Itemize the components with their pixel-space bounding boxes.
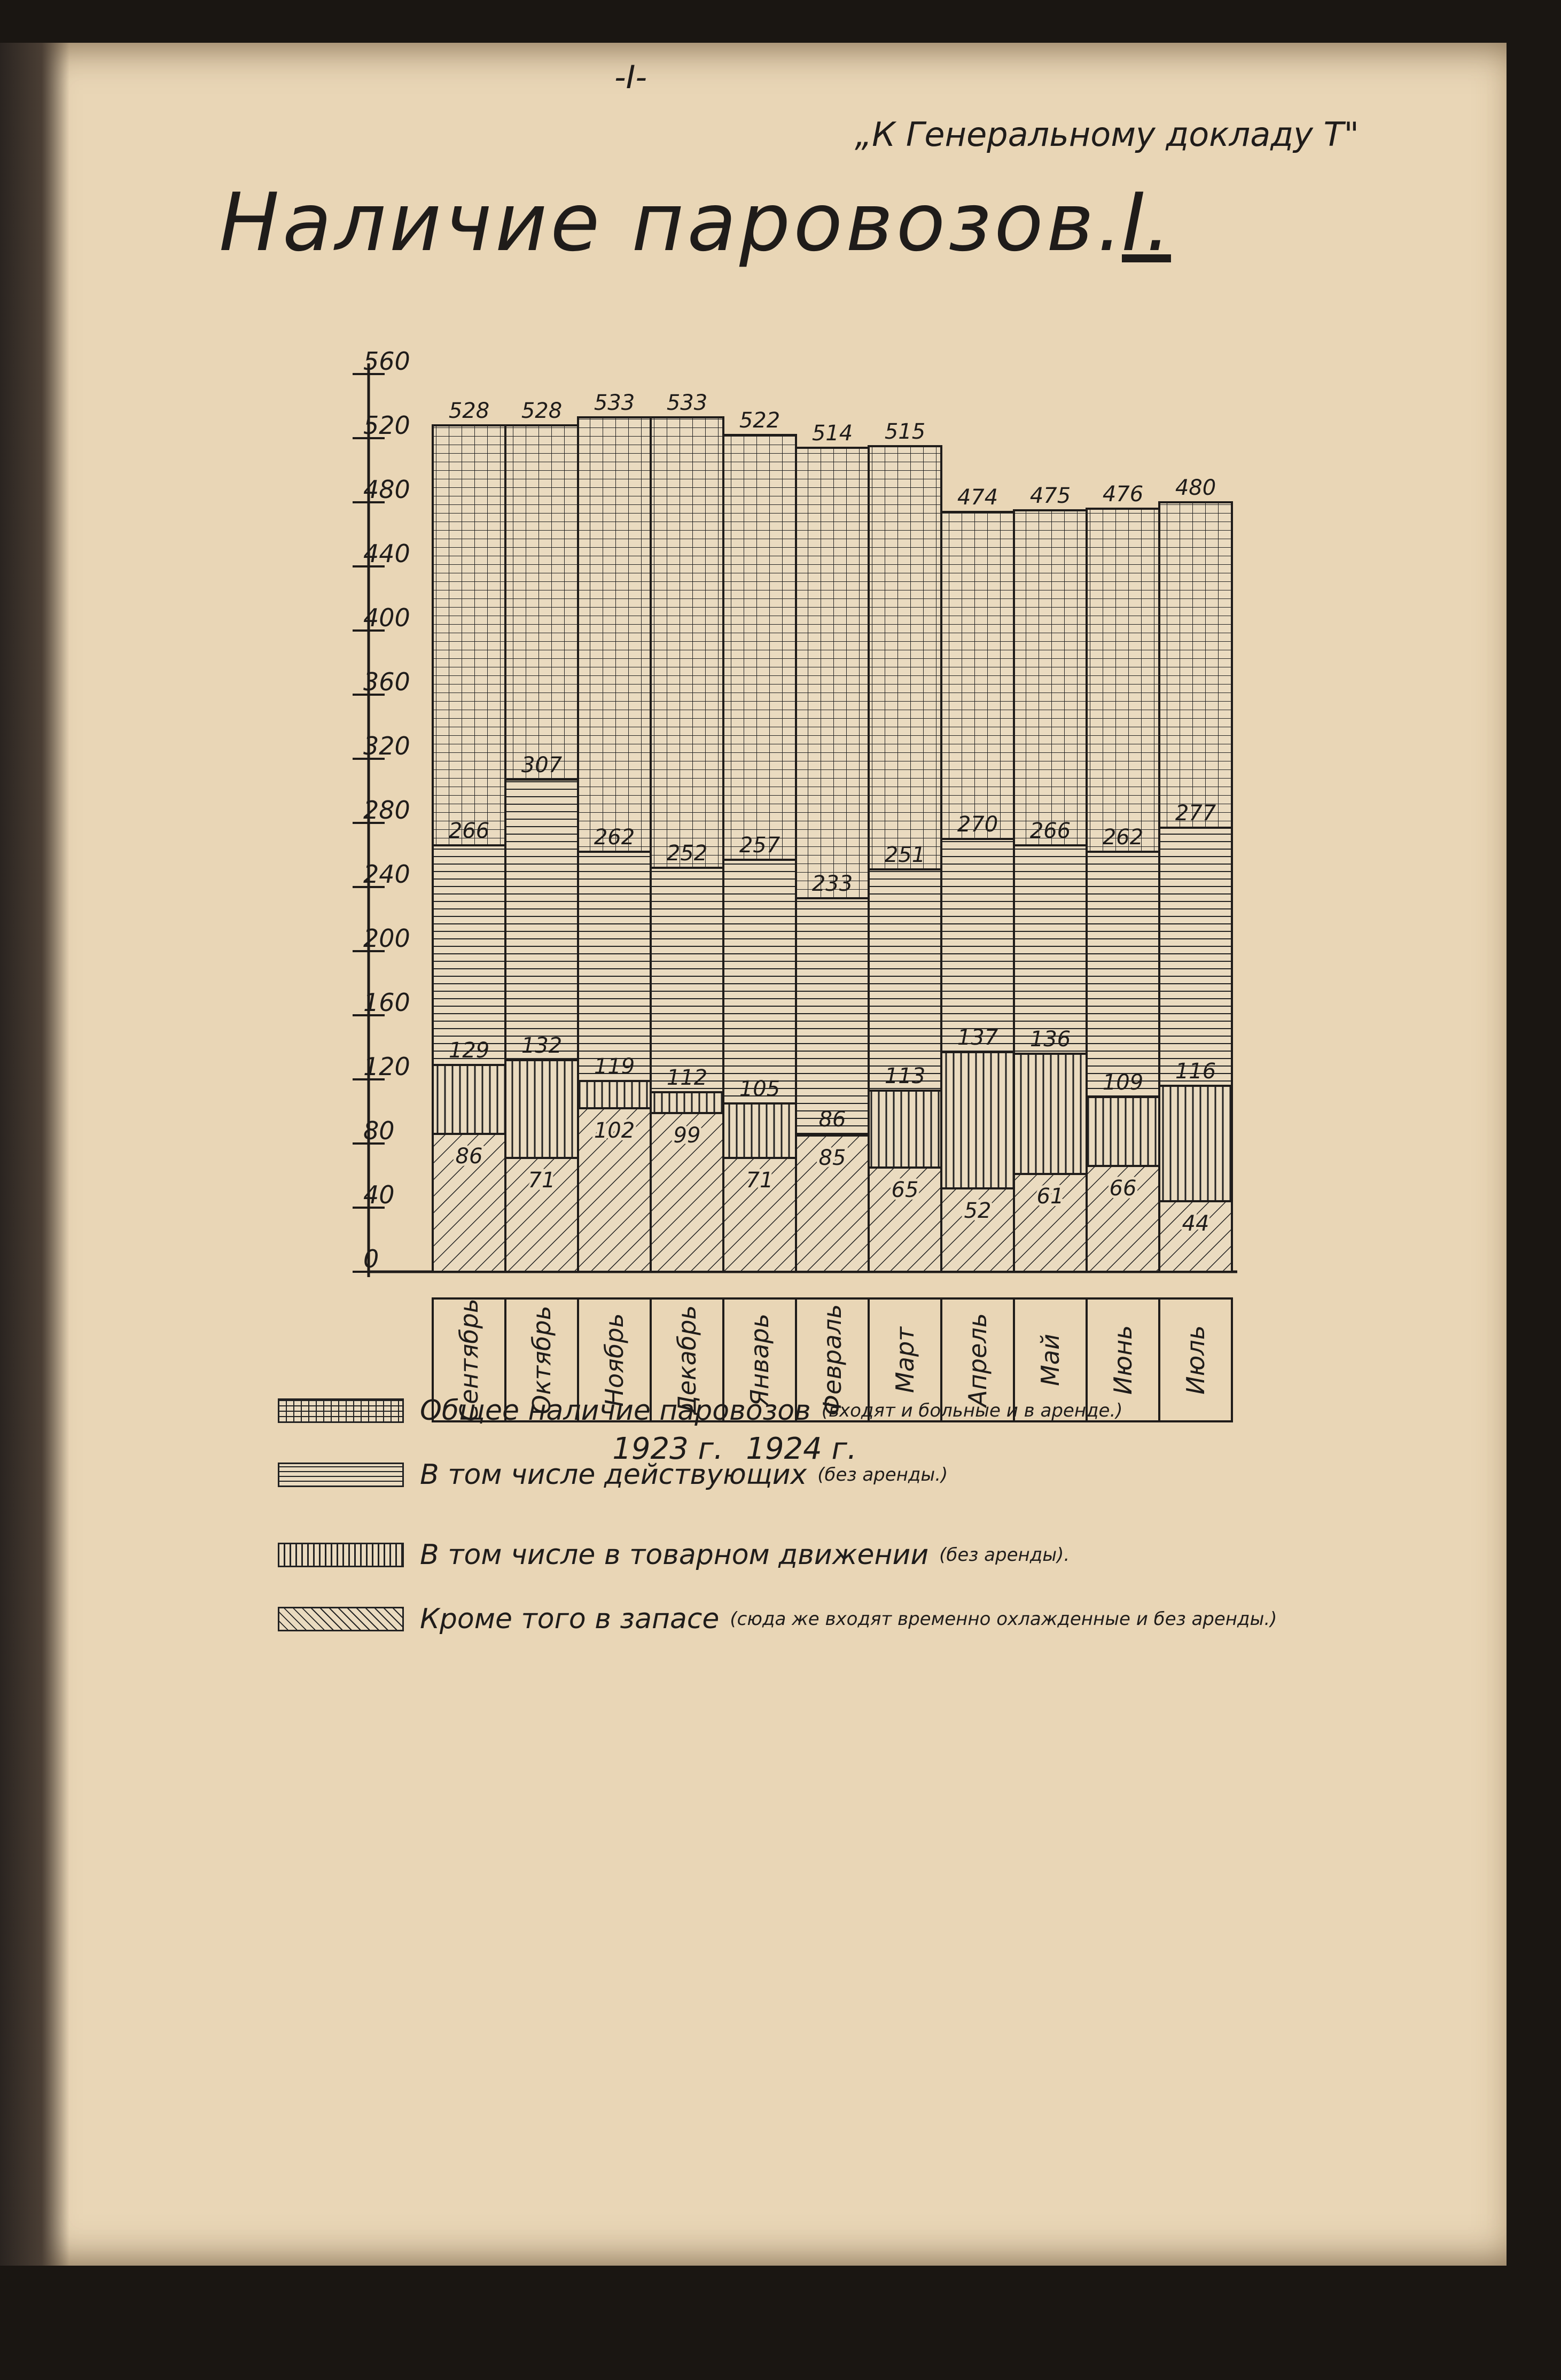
y-tick-label: 480: [363, 475, 410, 504]
label-freight: 105: [739, 1077, 780, 1101]
label-total: 514: [811, 421, 853, 446]
legend-item-freight: [278, 1539, 1070, 1571]
month-label: Сентябрь: [455, 1298, 483, 1421]
legend-item-total: [278, 1395, 1123, 1427]
label-freight: 116: [1175, 1059, 1216, 1084]
legend-item-active: [278, 1459, 948, 1491]
label-freight: 132: [521, 1033, 563, 1058]
month-label: Ноябрь: [600, 1313, 629, 1407]
label-freight: 119: [594, 1054, 635, 1079]
bar-freight-segment: [869, 1091, 941, 1168]
legend-swatch-diagonal: [278, 1607, 404, 1631]
y-tick-label: 560: [363, 347, 410, 376]
label-total: 515: [884, 419, 926, 444]
legend-item-reserve: [278, 1603, 1277, 1635]
page-number: -I-: [614, 59, 647, 96]
label-active: 277: [1175, 801, 1216, 826]
bar-total-segment: [941, 512, 1014, 839]
label-active: 307: [521, 753, 563, 777]
label-active: 266: [448, 819, 490, 843]
label-reserve: 71: [528, 1168, 556, 1193]
bar-total-segment: [433, 425, 505, 845]
label-reserve: 66: [1109, 1176, 1137, 1201]
bar-total-segment: [796, 448, 869, 898]
label-reserve: 102: [594, 1118, 635, 1143]
legend-label: Кроме того в запасе: [420, 1603, 720, 1635]
label-total: 480: [1175, 476, 1216, 500]
label-freight: 109: [1102, 1070, 1144, 1095]
bar-freight-segment: [578, 1081, 651, 1108]
label-freight: 136: [1029, 1027, 1071, 1052]
label-freight: 137: [957, 1025, 998, 1050]
bar-active-segment: [433, 845, 505, 1065]
y-tick-label: 520: [363, 411, 410, 440]
legend-note: (входят и больные и в аренде.): [821, 1400, 1123, 1421]
y-tick-label: 40: [363, 1180, 395, 1209]
bar-freight-segment: [433, 1065, 505, 1134]
label-active: 270: [957, 812, 998, 837]
label-reserve: 52: [964, 1199, 992, 1223]
bar-freight-segment: [505, 1060, 578, 1158]
bar-active-segment: [723, 860, 796, 1103]
month-label: Октябрь: [527, 1305, 556, 1414]
bar-active-segment: [1014, 845, 1087, 1054]
label-reserve: 99: [673, 1123, 701, 1148]
label-total: 522: [739, 408, 780, 433]
label-total: 528: [448, 399, 490, 423]
label-reserve: 86: [455, 1144, 483, 1169]
bar-active-segment: [941, 839, 1014, 1052]
page-title: Наличие паровозов.: [219, 176, 1126, 269]
legend-note: (без аренды).: [939, 1544, 1070, 1566]
legend-label: В том числе действующих: [420, 1459, 807, 1491]
legend-swatch-grid: [278, 1398, 404, 1423]
month-label: Декабрь: [673, 1305, 701, 1415]
bar-total-segment: [723, 435, 796, 860]
legend-note: (без аренды.): [817, 1464, 948, 1485]
report-subtitle: „К Генеральному докладу Т": [855, 115, 1359, 154]
legend-label: Общее наличие паровозов: [420, 1395, 811, 1427]
label-reserve: 61: [1036, 1184, 1064, 1209]
legend-label: В том числе в товарном движении: [420, 1539, 929, 1571]
month-label: Июнь: [1109, 1325, 1137, 1395]
label-total: 533: [666, 391, 708, 415]
label-active: 257: [739, 833, 780, 858]
bar-active-segment: [578, 852, 651, 1081]
bar-total-segment: [651, 417, 723, 868]
legend-swatch-vertical: [278, 1543, 404, 1567]
bar-total-segment: [869, 446, 941, 869]
year-label-1923: 1923 г.: [612, 1432, 723, 1466]
bar-freight-segment: [1159, 1086, 1232, 1201]
label-reserve: 44: [1182, 1211, 1209, 1236]
y-tick-label: 120: [363, 1052, 410, 1081]
bar-freight-segment: [723, 1103, 796, 1158]
y-tick-label: 80: [363, 1116, 395, 1145]
legend-note: (сюда же входят временно охлажденные и без аренды.): [730, 1608, 1277, 1630]
label-active: 266: [1029, 819, 1071, 843]
label-active: 252: [666, 841, 708, 866]
label-active: 233: [811, 872, 853, 896]
label-freight: 113: [884, 1064, 926, 1088]
month-label: Апрель: [963, 1313, 992, 1407]
label-freight: 129: [448, 1038, 490, 1063]
roman-numeral: I.: [1122, 176, 1171, 269]
bar-total-segment: [1014, 510, 1087, 845]
label-freight: 112: [666, 1065, 708, 1090]
month-label: Январь: [745, 1313, 774, 1406]
label-total: 475: [1029, 484, 1071, 508]
bar-freight-segment: [1014, 1054, 1087, 1174]
month-label: Март: [891, 1327, 919, 1393]
y-tick-label: 200: [363, 924, 410, 953]
label-reserve: 71: [746, 1168, 774, 1193]
y-tick-label: 320: [363, 732, 410, 760]
y-tick-label: 240: [363, 860, 410, 889]
bar-freight-segment: [651, 1092, 723, 1113]
y-tick-label: 160: [363, 988, 410, 1017]
label-reserve: 85: [818, 1146, 846, 1170]
label-active: 262: [1102, 825, 1144, 850]
bar-active-segment: [505, 780, 578, 1060]
bar-total-segment: [1087, 509, 1159, 852]
y-tick-label: 280: [363, 796, 410, 825]
label-active: 251: [884, 843, 926, 867]
label-reserve: 65: [891, 1178, 919, 1202]
bar-active-segment: [1159, 828, 1232, 1086]
label-total: 474: [957, 485, 998, 510]
bar-active-segment: [869, 869, 941, 1091]
month-label: Февраль: [818, 1304, 847, 1416]
y-tick-label: 360: [363, 667, 410, 696]
legend-swatch-horizontal: [278, 1463, 404, 1487]
bar-active-segment: [651, 868, 723, 1092]
bar-total-segment: [505, 425, 578, 780]
bar-freight-segment: [1087, 1097, 1159, 1166]
bar-freight-segment: [941, 1052, 1014, 1188]
label-total: 533: [594, 391, 635, 415]
label-active: 262: [594, 825, 635, 850]
label-freight: 86: [818, 1107, 846, 1132]
bar-total-segment: [1159, 502, 1232, 828]
bar-total-segment: [578, 417, 651, 852]
y-tick-label: 440: [363, 539, 410, 568]
year-label-1924: 1924 г.: [746, 1432, 857, 1466]
label-total: 476: [1102, 482, 1144, 507]
y-tick-label: 0: [363, 1245, 379, 1273]
month-label: Май: [1036, 1334, 1065, 1386]
bar-active-segment: [1087, 852, 1159, 1097]
y-tick-label: 400: [363, 603, 410, 632]
month-label: Июль: [1181, 1325, 1210, 1395]
label-total: 528: [521, 399, 563, 423]
bar-active-segment: [796, 898, 869, 1134]
